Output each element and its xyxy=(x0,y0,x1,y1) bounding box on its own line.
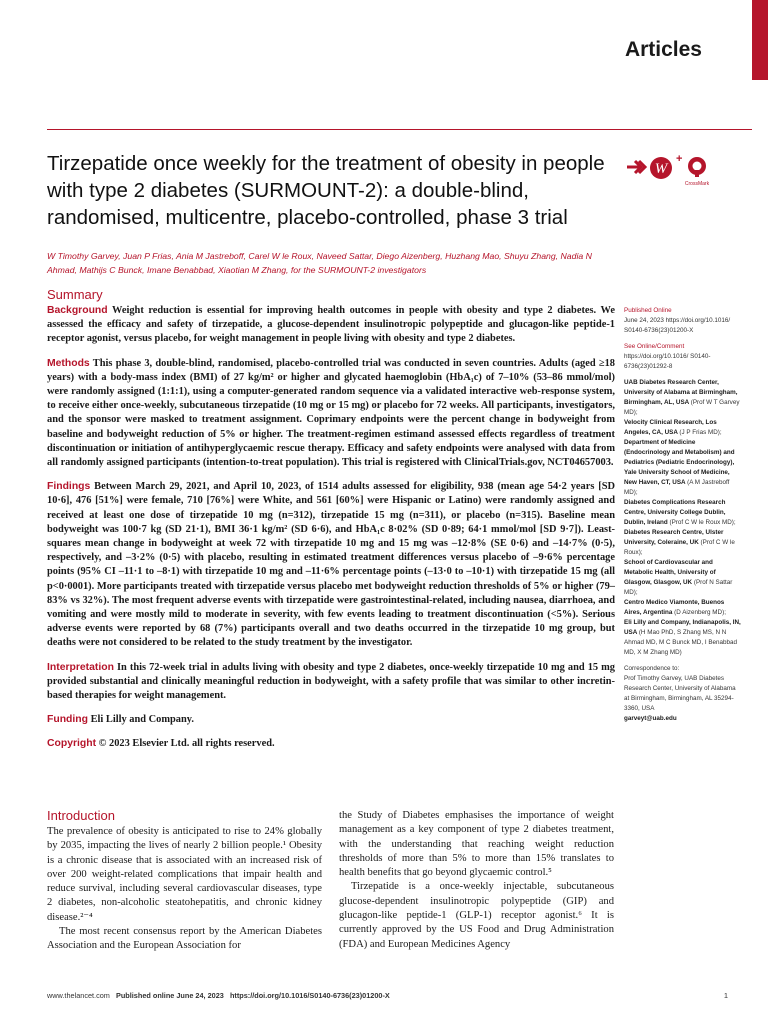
affiliation-item: Diabetes Research Centre, Ulster University, Coleraine, UK (Prof C W le Roux); xyxy=(624,529,735,556)
red-edge-bar xyxy=(752,0,768,80)
page-number: 1 xyxy=(723,991,728,1000)
footer-doi[interactable]: https://doi.org/10.1016/S0140-6736(23)01200-X xyxy=(229,991,390,1000)
affiliation-item: Velocity Clinical Research, Los Angeles, CA, USA (J P Frias MD); xyxy=(624,419,722,436)
intro-column-2 xyxy=(339,809,614,952)
abstract-copyright: Copyright © 2023 Elsevier Ltd. all rights reserved. xyxy=(47,738,275,750)
summary-heading: Summary xyxy=(47,287,103,302)
sidebar xyxy=(624,306,742,730)
header-rule xyxy=(47,129,752,130)
intro-paragraph: The prevalence of obesity is anticipated to rise to 24% globally by 2035, impacting the lives of nearly 2 billion people.¹ Obesity is a chronic disease that is associated with an increased risk of over 200 weight-related complications that impair health and reduce survival, including several cardiovascular diseases, type 2 diabetes, non-alcoholic steatohepatitis, and chronic kidney disease.²⁻⁴ xyxy=(47,826,322,923)
page-footer xyxy=(47,991,390,1000)
crossmark-icon xyxy=(688,157,706,177)
affiliation-item: Centro Medico Viamonte, Buenos Aires, Argentina (D Aizenberg MD); xyxy=(624,599,726,616)
author-list: W Timothy Garvey, Juan P Frias, Ania M Jastreboff, Carel W le Roux, Naveed Sattar, Diego Aizenberg, Huzhang Mao, Shuyu Zhang, Nadia N Ahmad, Mathijs C Bunck, Imane Benabbad, Xiaotian M Zhang, for the SURMOUNT-2 investigators xyxy=(47,251,592,275)
article-title: Tirzepatide once weekly for the treatment of obesity in people with type 2 diabetes (SURMOUNT-2): a double-blind, randomised, multicentre, placebo-controlled, phase 3 trial xyxy=(47,152,605,229)
w-logo-icon xyxy=(650,157,672,179)
abstract-interpretation: Interpretation In this 72-week trial in adults living with obesity and type 2 diabetes, once-weekly tirzepatide 10 mg and 15 mg provided substantial and clinically meaningful reduction in bodyweight, with a safety profile that was similar to other incretin-based therapies for weight management. xyxy=(47,661,615,702)
affiliations xyxy=(624,378,742,658)
abstract-findings: Findings Between March 29, 2021, and April 10, 2023, of 1514 adults assessed for eligibility, 938 (mean age 54·2 years [SD 10·6], 476 [51%] were female, 710 [76%] were White, and 561 [60%] were Hispanic or Latino) were randomly assigned and received at least one dose of tirzepatide 10 mg (n=312), tirzepatide 15 mg (n=311), or placebo (n=315). Baseline mean bodyweight was 100·7 kg (SD 21·1), BMI 36·1 kg/m² (SD 6·6), and HbA₁c 8·02% (SD 0·89; 64·1 mmol/mol [SD 9·7]). Least-squares mean change in bodyweight at week 72 with tirzepatide 10 mg and 15 mg was –12·8% (SE 0·6) and –14·7% (0·5), respectively, and –3·2% (0·5) with placebo, resulting in estimated treatment differences versus placebo of –9·6% percentage points (95% CI –11·1 to –8·1) with tirzepatide 10 mg and –11·6% percentage points (–13·0 to –10·1) with tirzepatide 15 mg (all p<0·0001). More participants treated with tirzepatide versus placebo met bodyweight reduction thresholds of 5% or higher (79–83% vs 32%). The most frequent adverse events with tirzepatide were gastrointestinal-related, including nausea, diarrhoea, and vomiting and were mostly mild to moderate in severity, with few events leading to treatment discontinuation (<5%). Serious adverse events were reported by 68 (7%) participants overall and two deaths occurred in the tirzepatide 10 mg group, but deaths were not considered to be related to the study treatment by the investigator. xyxy=(47,481,615,649)
footer-published: Published online June 24, 2023 xyxy=(115,991,224,1000)
svg-text:W: W xyxy=(654,161,668,177)
intro-column-1 xyxy=(47,825,322,954)
see-comment: See Online/Comment https://doi.org/10.1016/ S0140-6736(23)01292-8 xyxy=(624,343,711,370)
intro-paragraph: Tirzepatide is a once-weekly injectable, subcutaneous glucose-dependent insulinotropic polypeptide (GIP) and glucagon-like peptide-1 (GLP-1) receptor agonist.⁶ It is currently approved by the US Food and Drug Administration (FDA) and European Medicines Agency xyxy=(339,881,614,950)
plus-logo-icon: + xyxy=(676,153,683,165)
affiliation-item: UAB Diabetes Research Center, University of Alabama at Birmingham, Birmingham, AL, USA (Prof W T Garvey MD); xyxy=(624,379,740,416)
arrow-logo-icon xyxy=(627,161,645,173)
intro-paragraph: the Study of Diabetes emphasises the importance of weight management as a key component of type 2 diabetes treatment, with the understanding that reaching weight reduction thresholds of more than 5% to more than 15% translates to health benefits that go beyond glycaemic control.⁵ xyxy=(339,810,614,879)
abstract-funding: Funding Eli Lilly and Company. xyxy=(47,714,194,726)
crossmark-label: CrossMark xyxy=(684,181,710,187)
affiliation-item: Department of Medicine (Endocrinology and Metabolism) and Pediatrics (Pediatric Endocrinology), Yale University School of Medicine, New Haven, CT, USA (A M Jastreboff MD); xyxy=(624,439,735,496)
affiliation-item: School of Cardiovascular and Metabolic Health, University of Glasgow, Glasgow, UK (Prof N Sattar MD); xyxy=(624,559,733,596)
correspondence: Correspondence to: Prof Timothy Garvey, UAB Diabetes Research Center, University of Alabama at Birmingham, Birmingham, AL 35294-3360, USA garveyt@uab.edu xyxy=(624,665,736,722)
section-label: Articles xyxy=(624,38,702,61)
abstract-background: Background Weight reduction is essential for improving health outcomes in people with obesity and type 2 diabetes. We assessed the efficacy and safety of tirzepatide, a glucose-dependent insulinotropic polypeptide and glucagon-like peptide-1 receptor agonist, versus placebo, for weight management in people living with obesity and type 2 diabetes. xyxy=(47,305,615,345)
journal-logos xyxy=(625,150,725,190)
affiliation-item: Diabetes Complications Research Centre, University College Dublin, Dublin, Ireland (Prof C W le Roux MD); xyxy=(624,499,736,526)
affiliation-item: Eli Lilly and Company, Indianapolis, IN, USA (H Mao PhD, S Zhang MS, N N Ahmad MD, M C Bunck MD, I Benabbad MD, X M Zhang MD) xyxy=(624,619,741,656)
abstract xyxy=(47,304,615,762)
intro-paragraph: The most recent consensus report by the American Diabetes Association and the European Association for xyxy=(47,926,322,952)
published-info: Published Online June 24, 2023 https://doi.org/10.1016/ S0140-6736(23)01200-X xyxy=(624,307,731,334)
abstract-methods: Methods This phase 3, double-blind, randomised, placebo-controlled trial was conducted in seven countries. Adults (aged ≥18 years) with a body-mass index (BMI) of 27 kg/m² or higher and glycated haemoglobin (HbA₁c) of 7–10% (53–86 mmol/mol) were randomly assigned (1:1:1), using a computer-generated random sequence via a validated interactive web-response system, to receive either once-weekly, subcutaneous tirzepatide (10 mg or 15 mg) or placebo for 72 weeks. All participants, investigators, and the sponsor were masked to treatment assignment. Coprimary endpoints were the percent change in bodyweight from baseline and bodyweight reduction of 5% or higher. The treatment-regimen estimand assessed effects regardless of treatment discontinuation or initiation of antihyperglycaemic rescue therapy. Efficacy and safety endpoints were analysed with data from all randomly assigned participants (intention-to-treat population). This trial is registered with ClinicalTrials.gov, NCT04657003. xyxy=(47,357,615,469)
introduction-heading: Introduction xyxy=(47,808,115,823)
correspondence-email[interactable]: garveyt@uab.edu xyxy=(624,715,677,722)
footer-site: www.thelancet.com xyxy=(47,991,110,1000)
